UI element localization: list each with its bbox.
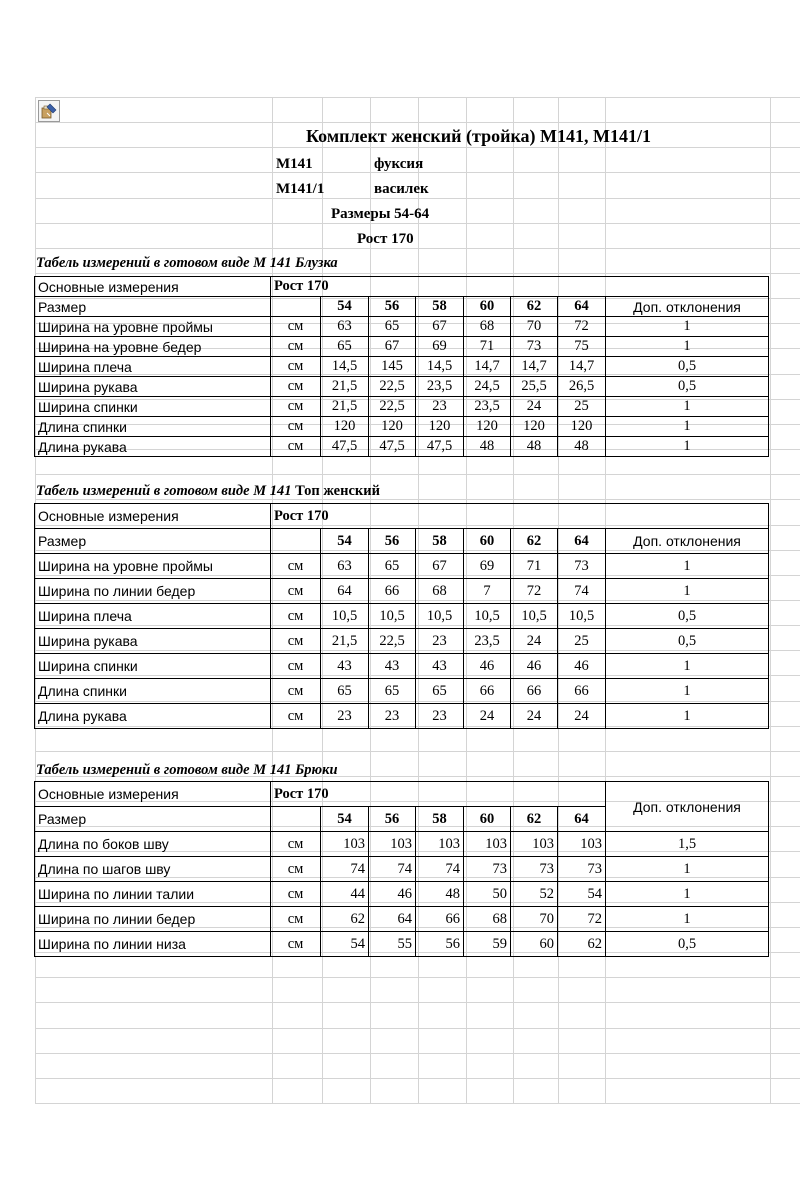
measurement-value: 21,5 xyxy=(321,629,369,654)
measurement-value: 56 xyxy=(416,932,464,957)
measurement-value: 24,5 xyxy=(464,377,511,397)
height-note: Рост 170 xyxy=(357,231,414,247)
size-range: Размеры 54-64 xyxy=(331,206,430,222)
measurement-value: 44 xyxy=(321,882,369,907)
table-row xyxy=(35,832,769,857)
measurement-value: 22,5 xyxy=(369,629,416,654)
measurement-value: 46 xyxy=(464,654,511,679)
measurement-value: 46 xyxy=(511,654,558,679)
measurement-name: Длина по боков шву xyxy=(35,832,271,857)
trousers-size-table xyxy=(34,781,769,957)
measurement-value: 120 xyxy=(416,417,464,437)
measurement-value: 70 xyxy=(511,317,558,337)
measurement-value: 52 xyxy=(511,882,558,907)
size-header: 56 xyxy=(369,297,416,317)
measurement-value: 65 xyxy=(369,317,416,337)
measurement-value: 67 xyxy=(369,337,416,357)
measurement-value: 24 xyxy=(511,629,558,654)
measurement-name: Ширина рукава xyxy=(35,377,271,397)
measurement-value: 21,5 xyxy=(321,377,369,397)
main-measurements-label: Основные измерения xyxy=(35,782,271,807)
measurement-value: 22,5 xyxy=(369,377,416,397)
measurement-value: 23 xyxy=(416,704,464,729)
measurement-value: 74 xyxy=(369,857,416,882)
size-header: 56 xyxy=(369,529,416,554)
measurement-value: 120 xyxy=(511,417,558,437)
measurement-value: 10,5 xyxy=(369,604,416,629)
tolerance-value: 0,5 xyxy=(606,932,769,957)
measurement-value: 50 xyxy=(464,882,511,907)
size-label: Размер xyxy=(35,529,271,554)
measurement-value: 66 xyxy=(511,679,558,704)
measurement-value: 75 xyxy=(558,337,606,357)
measurement-value: 48 xyxy=(464,437,511,457)
measurement-name: Ширина на уровне проймы xyxy=(35,317,271,337)
measurement-value: 14,7 xyxy=(511,357,558,377)
measurement-name: Ширина рукава xyxy=(35,629,271,654)
unit-cell: см xyxy=(271,704,321,729)
document-title: Комплект женский (тройка) М141, М141/1 xyxy=(306,126,652,146)
tolerance-header: Доп. отклонения xyxy=(606,782,769,832)
unit-cell: см xyxy=(271,337,321,357)
measurement-name: Ширина на уровне бедер xyxy=(35,337,271,357)
table-row xyxy=(35,579,769,604)
unit-cell: см xyxy=(271,417,321,437)
measurement-value: 120 xyxy=(321,417,369,437)
measurement-value: 73 xyxy=(511,337,558,357)
main-measurements-label: Основные измерения xyxy=(35,277,271,297)
measurement-value: 65 xyxy=(369,554,416,579)
blouse-size-table xyxy=(34,276,769,457)
measurement-value: 68 xyxy=(464,317,511,337)
size-header: 64 xyxy=(558,807,606,832)
measurement-name: Ширина по линии низа xyxy=(35,932,271,957)
measurement-value: 10,5 xyxy=(511,604,558,629)
measurement-value: 62 xyxy=(558,932,606,957)
model-code-2: М141/1 xyxy=(276,181,325,197)
measurement-name: Длина рукава xyxy=(35,437,271,457)
tolerance-value: 1 xyxy=(606,579,769,604)
measurement-value: 73 xyxy=(558,857,606,882)
size-label: Размер xyxy=(35,297,271,317)
size-header: 56 xyxy=(369,807,416,832)
measurement-value: 21,5 xyxy=(321,397,369,417)
unit-header-blank xyxy=(271,807,321,832)
measurement-value: 23,5 xyxy=(464,629,511,654)
unit-cell: см xyxy=(271,377,321,397)
top-caption-text: Табель измерений в готовом виде М 141 xyxy=(36,483,296,499)
measurement-value: 46 xyxy=(558,654,606,679)
table-row xyxy=(35,554,769,579)
measurement-value: 63 xyxy=(321,554,369,579)
measurement-value: 120 xyxy=(464,417,511,437)
measurement-value: 48 xyxy=(511,437,558,457)
table-row xyxy=(35,357,769,377)
measurement-value: 103 xyxy=(464,832,511,857)
measurement-value: 10,5 xyxy=(464,604,511,629)
measurement-value: 68 xyxy=(464,907,511,932)
measurement-value: 43 xyxy=(321,654,369,679)
size-header: 60 xyxy=(464,807,511,832)
unit-cell: см xyxy=(271,654,321,679)
tolerance-value: 1 xyxy=(606,857,769,882)
table-row xyxy=(35,704,769,729)
size-header: 64 xyxy=(558,529,606,554)
measurement-value: 23,5 xyxy=(464,397,511,417)
size-header: 54 xyxy=(321,297,369,317)
measurement-name: Длина по шагов шву xyxy=(35,857,271,882)
table-row xyxy=(35,504,769,529)
unit-cell: см xyxy=(271,857,321,882)
tolerance-value: 1 xyxy=(606,704,769,729)
measurement-name: Ширина по линии талии xyxy=(35,882,271,907)
measurement-value: 65 xyxy=(321,679,369,704)
measurement-value: 24 xyxy=(511,704,558,729)
measurement-value: 22,5 xyxy=(369,397,416,417)
measurement-value: 59 xyxy=(464,932,511,957)
measurement-value: 46 xyxy=(369,882,416,907)
table-row xyxy=(35,782,769,807)
measurement-value: 66 xyxy=(558,679,606,704)
measurement-value: 74 xyxy=(321,857,369,882)
measurement-value: 26,5 xyxy=(558,377,606,397)
tolerance-value: 1 xyxy=(606,882,769,907)
table-row xyxy=(35,397,769,417)
main-measurements-label: Основные измерения xyxy=(35,504,271,529)
unit-cell: см xyxy=(271,437,321,457)
table-row xyxy=(35,417,769,437)
size-header: 62 xyxy=(511,807,558,832)
measurement-value: 14,5 xyxy=(321,357,369,377)
measurement-value: 72 xyxy=(511,579,558,604)
measurement-value: 71 xyxy=(511,554,558,579)
measurement-value: 54 xyxy=(321,932,369,957)
height-label: Рост 170 xyxy=(271,504,769,529)
measurement-value: 71 xyxy=(464,337,511,357)
tolerance-value: 0,5 xyxy=(606,604,769,629)
top-table-caption xyxy=(36,483,380,500)
measurement-name: Ширина плеча xyxy=(35,604,271,629)
measurement-value: 64 xyxy=(321,579,369,604)
measurement-value: 68 xyxy=(416,579,464,604)
unit-cell: см xyxy=(271,357,321,377)
measurement-value: 120 xyxy=(558,417,606,437)
unit-cell: см xyxy=(271,932,321,957)
tolerance-value: 1 xyxy=(606,679,769,704)
table-row xyxy=(35,857,769,882)
measurement-value: 10,5 xyxy=(416,604,464,629)
tolerance-value: 1 xyxy=(606,554,769,579)
table-header-row xyxy=(35,529,769,554)
measurement-value: 62 xyxy=(321,907,369,932)
blouse-table-caption xyxy=(36,255,338,272)
measurement-value: 23,5 xyxy=(416,377,464,397)
measurement-value: 63 xyxy=(321,317,369,337)
size-header: 58 xyxy=(416,529,464,554)
measurement-value: 48 xyxy=(558,437,606,457)
measurement-value: 103 xyxy=(511,832,558,857)
top-size-table xyxy=(34,503,769,729)
size-header: 58 xyxy=(416,297,464,317)
measurement-value: 66 xyxy=(369,579,416,604)
measurement-value: 47,5 xyxy=(416,437,464,457)
measurement-value: 25,5 xyxy=(511,377,558,397)
table-row xyxy=(35,629,769,654)
measurement-value: 14,7 xyxy=(464,357,511,377)
measurement-value: 65 xyxy=(416,679,464,704)
table-header-row xyxy=(35,297,769,317)
measurement-value: 24 xyxy=(464,704,511,729)
measurement-value: 48 xyxy=(416,882,464,907)
measurement-value: 23 xyxy=(369,704,416,729)
measurement-name: Длина спинки xyxy=(35,417,271,437)
measurement-value: 47,5 xyxy=(321,437,369,457)
table-row xyxy=(35,337,769,357)
tolerance-header: Доп. отклонения xyxy=(606,297,769,317)
measurement-value: 60 xyxy=(511,932,558,957)
tolerance-value: 1 xyxy=(606,337,769,357)
tolerance-header: Доп. отклонения xyxy=(606,529,769,554)
measurement-value: 65 xyxy=(369,679,416,704)
measurement-value: 103 xyxy=(369,832,416,857)
table-row xyxy=(35,377,769,397)
measurement-value: 7 xyxy=(464,579,511,604)
measurement-value: 23 xyxy=(416,397,464,417)
unit-cell: см xyxy=(271,317,321,337)
tolerance-value: 0,5 xyxy=(606,377,769,397)
measurement-value: 103 xyxy=(558,832,606,857)
tolerance-value: 1 xyxy=(606,317,769,337)
model-color-2: василек xyxy=(374,181,429,197)
measurement-name: Ширина спинки xyxy=(35,397,271,417)
unit-cell: см xyxy=(271,604,321,629)
unit-cell: см xyxy=(271,882,321,907)
tolerance-value: 1 xyxy=(606,397,769,417)
measurement-value: 66 xyxy=(416,907,464,932)
measurement-value: 14,7 xyxy=(558,357,606,377)
measurement-value: 23 xyxy=(321,704,369,729)
measurement-value: 103 xyxy=(416,832,464,857)
measurement-value: 73 xyxy=(511,857,558,882)
size-header: 54 xyxy=(321,529,369,554)
measurement-value: 10,5 xyxy=(558,604,606,629)
measurement-value: 69 xyxy=(416,337,464,357)
measurement-value: 74 xyxy=(416,857,464,882)
measurement-value: 25 xyxy=(558,629,606,654)
measurement-value: 10,5 xyxy=(321,604,369,629)
table-row xyxy=(35,317,769,337)
table-row xyxy=(35,932,769,957)
tolerance-value: 0,5 xyxy=(606,357,769,377)
size-header: 60 xyxy=(464,297,511,317)
measurement-value: 73 xyxy=(558,554,606,579)
top-caption-plain: Топ женский xyxy=(295,483,380,499)
unit-header-blank xyxy=(271,529,321,554)
trousers-table-caption xyxy=(36,762,338,779)
size-header: 60 xyxy=(464,529,511,554)
tolerance-value: 1 xyxy=(606,654,769,679)
measurement-value: 54 xyxy=(558,882,606,907)
measurement-name: Ширина на уровне проймы xyxy=(35,554,271,579)
unit-cell: см xyxy=(271,554,321,579)
measurement-value: 65 xyxy=(321,337,369,357)
measurement-name: Ширина плеча xyxy=(35,357,271,377)
paste-options-icon[interactable] xyxy=(38,100,60,122)
measurement-value: 66 xyxy=(464,679,511,704)
measurement-value: 64 xyxy=(369,907,416,932)
unit-cell: см xyxy=(271,832,321,857)
measurement-value: 103 xyxy=(321,832,369,857)
tolerance-value: 1 xyxy=(606,417,769,437)
tolerance-value: 0,5 xyxy=(606,629,769,654)
measurement-value: 14,5 xyxy=(416,357,464,377)
size-header: 58 xyxy=(416,807,464,832)
measurement-value: 74 xyxy=(558,579,606,604)
measurement-value: 25 xyxy=(558,397,606,417)
table-row xyxy=(35,907,769,932)
measurement-value: 43 xyxy=(416,654,464,679)
table-row xyxy=(35,679,769,704)
measurement-name: Длина рукава xyxy=(35,704,271,729)
measurement-value: 72 xyxy=(558,317,606,337)
table-row xyxy=(35,277,769,297)
measurement-name: Ширина спинки xyxy=(35,654,271,679)
model-code-1: М141 xyxy=(276,156,313,172)
unit-cell: см xyxy=(271,907,321,932)
measurement-value: 145 xyxy=(369,357,416,377)
trousers-caption-text: Табель измерений в готовом виде М 141 Брюки xyxy=(36,762,338,778)
measurement-value: 69 xyxy=(464,554,511,579)
blouse-caption-text: Табель измерений в готовом виде М 141 Блузка xyxy=(36,255,338,271)
model-color-1: фуксия xyxy=(374,156,424,172)
measurement-value: 23 xyxy=(416,629,464,654)
measurement-value: 120 xyxy=(369,417,416,437)
measurement-value: 73 xyxy=(464,857,511,882)
measurement-value: 43 xyxy=(369,654,416,679)
measurement-value: 47,5 xyxy=(369,437,416,457)
size-header: 62 xyxy=(511,297,558,317)
size-header: 62 xyxy=(511,529,558,554)
height-label: Рост 170 xyxy=(271,277,769,297)
measurement-name: Ширина по линии бедер xyxy=(35,907,271,932)
size-label: Размер xyxy=(35,807,271,832)
measurement-name: Длина спинки xyxy=(35,679,271,704)
height-label: Рост 170 xyxy=(271,782,606,807)
measurement-name: Ширина по линии бедер xyxy=(35,579,271,604)
measurement-value: 72 xyxy=(558,907,606,932)
unit-cell: см xyxy=(271,397,321,417)
measurement-value: 55 xyxy=(369,932,416,957)
measurement-value: 67 xyxy=(416,317,464,337)
measurement-value: 24 xyxy=(511,397,558,417)
table-row xyxy=(35,882,769,907)
measurement-value: 67 xyxy=(416,554,464,579)
tolerance-value: 1,5 xyxy=(606,832,769,857)
tolerance-value: 1 xyxy=(606,907,769,932)
size-header: 64 xyxy=(558,297,606,317)
tolerance-value: 1 xyxy=(606,437,769,457)
measurement-value: 24 xyxy=(558,704,606,729)
table-row xyxy=(35,437,769,457)
table-row xyxy=(35,654,769,679)
table-row xyxy=(35,604,769,629)
unit-cell: см xyxy=(271,629,321,654)
measurement-value: 70 xyxy=(511,907,558,932)
unit-header-blank xyxy=(271,297,321,317)
unit-cell: см xyxy=(271,579,321,604)
unit-cell: см xyxy=(271,679,321,704)
size-header: 54 xyxy=(321,807,369,832)
